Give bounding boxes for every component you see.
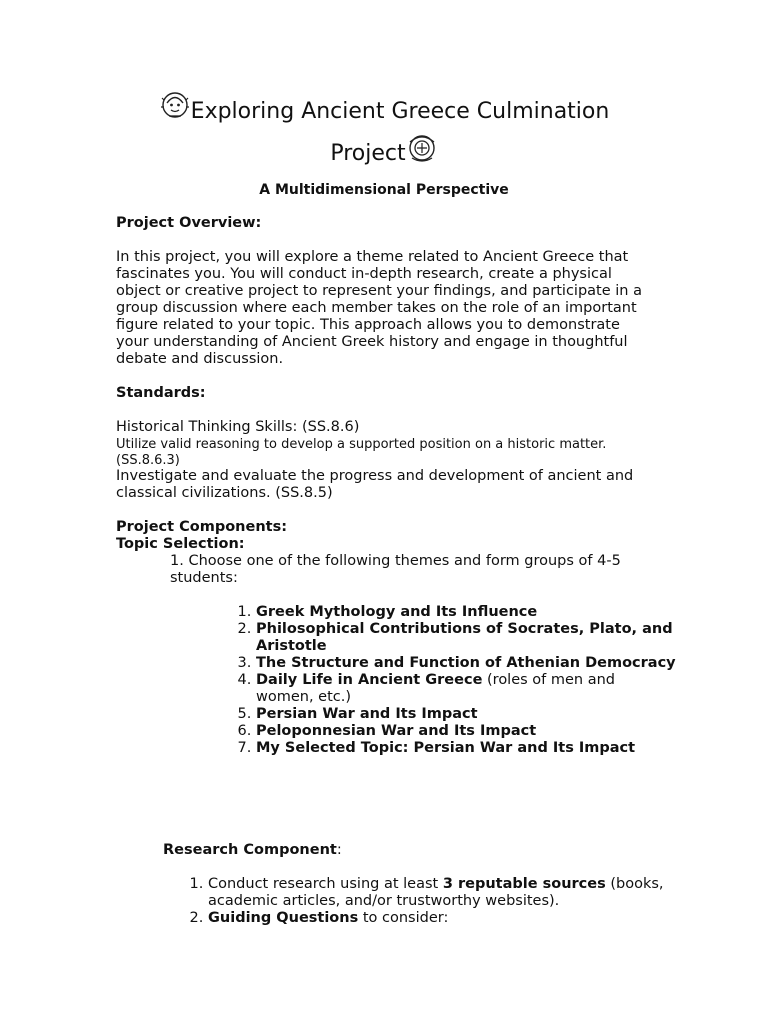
standard-item-3: Investigate and evaluate the progress and development of ancient and classical civilizations. (SS.8.5) bbox=[116, 468, 634, 501]
list-item: 6. Peloponnesian War and Its Impact bbox=[256, 723, 676, 740]
list-item: 2. Guiding Questions to consider: bbox=[208, 910, 708, 927]
topic-instruction: 1. Choose one of the following themes and form groups of 4-5 students: bbox=[170, 553, 621, 586]
standard-item-1: Historical Thinking Skills: (SS.8.6) bbox=[116, 419, 360, 435]
topic-selection-heading: Topic Selection: bbox=[116, 536, 245, 552]
title-line-2: Project bbox=[330, 141, 406, 166]
list-item: 1. Conduct research using at least 3 reputable sources (books, academic articles, and/or trustworthy websites). bbox=[208, 876, 708, 910]
research-list bbox=[172, 876, 708, 927]
list-item: 3. The Structure and Function of Athenian Democracy bbox=[256, 655, 676, 672]
components-heading: Project Components: bbox=[116, 519, 288, 535]
list-item: 2. Philosophical Contributions of Socrates, Plato, and Aristotle bbox=[256, 621, 676, 655]
research-heading: Research Component: bbox=[163, 842, 342, 858]
document-subtitle: A Multidimensional Perspective bbox=[259, 182, 509, 198]
list-item: 1. Greek Mythology and Its Influence bbox=[256, 604, 676, 621]
list-item: 5. Persian War and Its Impact bbox=[256, 706, 676, 723]
greek-helmet-icon bbox=[406, 132, 438, 164]
overview-heading: Project Overview: bbox=[116, 215, 262, 231]
standards-heading: Standards: bbox=[116, 385, 206, 401]
list-item: 4. Daily Life in Ancient Greece (roles of men and women, etc.) bbox=[256, 672, 676, 706]
overview-paragraph: In this project, you will explore a theme related to Ancient Greece that fascinates you. You will conduct in-depth research, create a physical object or creative project to represent your findings, and participate in a group discussion where each member takes on the role of an important figure related to your topic. This approach allows you to demonstrate your understanding of Ancient Greek history and engage in thoughtful debate and discussion. bbox=[116, 249, 642, 367]
document-title bbox=[116, 90, 652, 174]
standard-item-2: Utilize valid reasoning to develop a supported position on a historic matter. (SS.8.6.3) bbox=[116, 437, 607, 468]
greek-bust-icon bbox=[159, 90, 191, 122]
title-line-1: Exploring Ancient Greece Culmination bbox=[190, 99, 610, 124]
list-item: 7. My Selected Topic: Persian War and Its Impact bbox=[256, 740, 676, 757]
theme-list bbox=[220, 604, 676, 757]
